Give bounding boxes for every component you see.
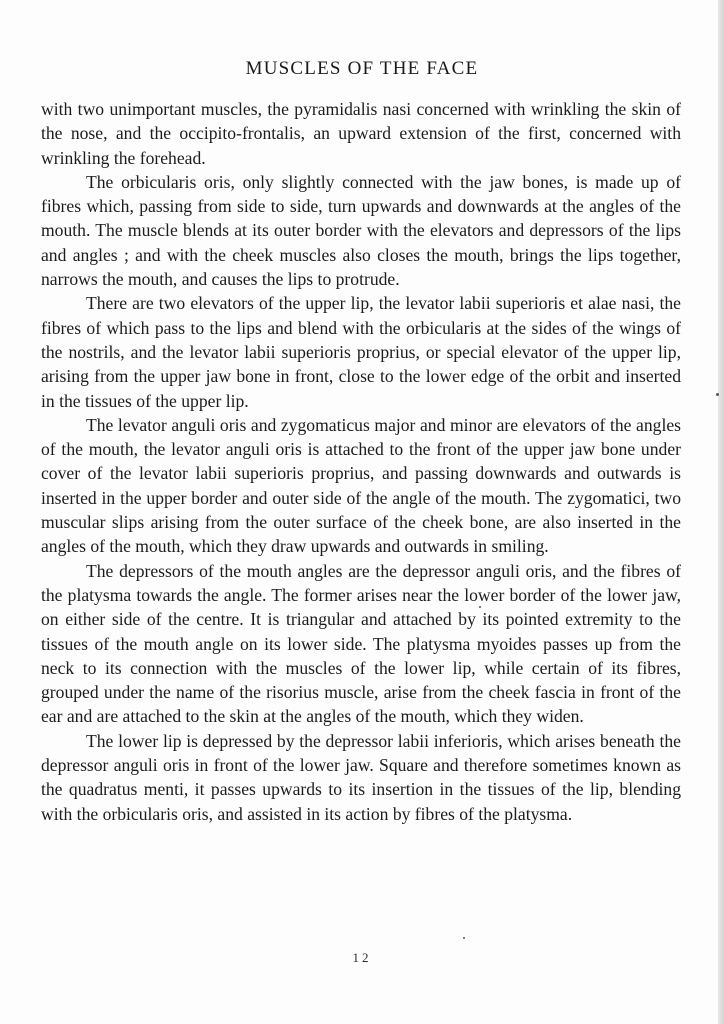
running-head: MUSCLES OF THE FACE (245, 58, 479, 79)
paragraph-3: There are two elevators of the upper lip, the levator labii superioris et alae nasi, the fibres of which pass to the lips and blend with the orbicularis at the sides of the wings of the nostrils, and the levator labii superioris proprius, or special elevator of the upper lip, arising from the upper jaw bone in front, close to the lower edge of the orbit and inserted in the tissues of the upper lip. (41, 293, 681, 411)
print-speck (463, 937, 465, 939)
print-speck (716, 393, 719, 396)
paragraph-2: The orbicularis oris, only slightly connected with the jaw bones, is made up of fibres which, passing from side to side, turn upwards and downwards at the angles of the mouth. The muscle blends at its outer border with the elevators and depressors of the lips and angles ; and with the cheek muscles also closes the mouth, brings the lips together, narrows the mouth, and causes the lips to protrude. (41, 171, 681, 290)
page-edge-shadow (718, 0, 724, 1024)
page-number: 12 (352, 950, 372, 965)
paragraph-5: The depressors of the mouth angles are the depressor anguli oris, and the fibres of the platysma towards the angle. The former arises near the lower border of the lower jaw, on either side of the centre. It is triangular and attached by its pointed extremity to the tissues of the mouth angle on its lower side. The platysma myoides passes up from the neck to its connection with the muscles of the lower lip, while certain of its fibres, grouped under the name of the risorius muscle, arise from the cheek fascia in front of the ear and are attached to the skin at the angles of the mouth, which they widen. (41, 560, 681, 727)
body-text (41, 97, 681, 826)
print-speck (479, 606, 481, 608)
paragraph-4: The levator anguli oris and zygomaticus major and minor are elevators of the angles of the mouth, the levator anguli oris is attached to the front of the upper jaw bone under cover of the levator labii superioris proprius, and passing downwards and outwards is inserted in the upper border and outer side of the angle of the mouth. The zygomatici, two muscular slips arising from the outer surface of the cheek bone, are also inserted in the angles of the mouth, which they draw upwards and outwards in smiling. (41, 414, 681, 557)
paragraph-1: with two unimportant muscles, the pyramidalis nasi concerned with wrinkling the skin of the nose, and the occipito-frontalis, an upward extension of the first, concerned with wrinkling the forehead. (41, 99, 681, 168)
paragraph-6: The lower lip is depressed by the depressor labii inferioris, which arises beneath the depressor anguli oris in front of the lower jaw. Square and therefore sometimes known as the quadratus menti, it passes upwards to its insertion in the tissues of the lip, blending with the orbicularis oris, and assisted in its action by fibres of the platysma. (41, 730, 681, 824)
